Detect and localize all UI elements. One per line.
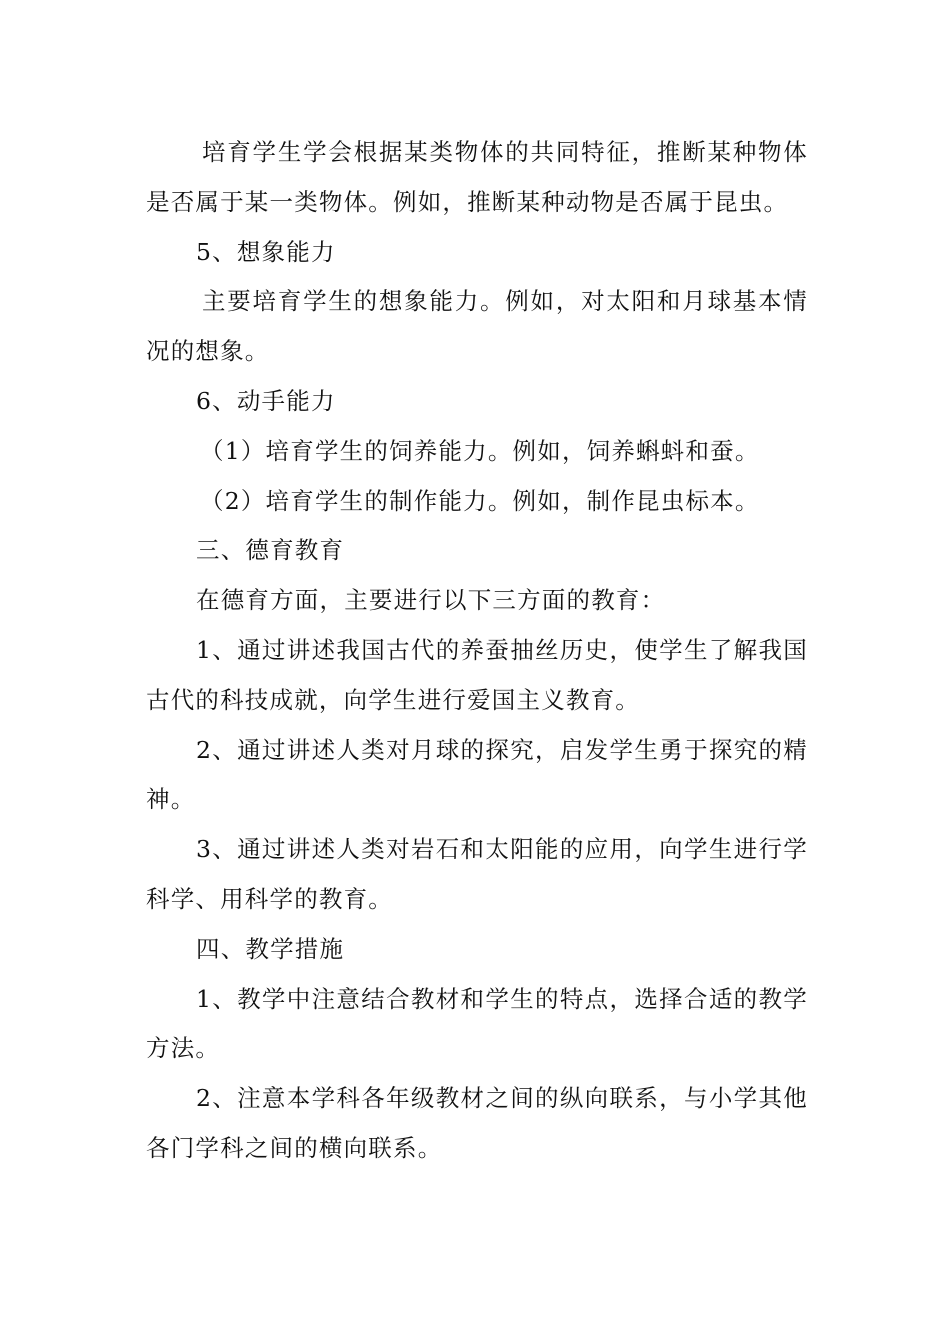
paragraph-moral-item-1: 1、通过讲述我国古代的养蚕抽丝历史，使学生了解我国古代的科技成就，向学生进行爱国主义教育。 — [146, 635, 808, 714]
paragraph-classification-ability: 培育学生学会根据某类物体的共同特征，推断某种物体是否属于某一类物体。例如，推断某种动物是否属于昆虫。 — [146, 138, 808, 216]
paragraph-measure-item-1: 1、教学中注意结合教材和学生的特点，选择合适的教学方法。 — [146, 984, 808, 1063]
heading-hands-on-ability: 6、动手能力 — [196, 386, 336, 415]
heading-teaching-measures: 四、教学措施 — [196, 934, 345, 963]
paragraph-measure-item-2: 2、注意本学科各年级教材之间的纵向联系，与小学其他各门学科之间的横向联系。 — [146, 1084, 808, 1162]
paragraph-making-ability: （2）培育学生的制作能力。例如，制作昆虫标本。 — [200, 486, 760, 515]
paragraph-moral-item-2: 2、通过讲述人类对月球的探究，启发学生勇于探究的精神。 — [146, 735, 808, 814]
paragraph-imagination-ability: 主要培育学生的想象能力。例如，对太阳和月球基本情况的想象。 — [146, 287, 808, 366]
paragraph-feeding-ability: （1）培育学生的饲养能力。例如，饲养蝌蚪和蚕。 — [200, 436, 760, 465]
paragraph-moral-item-3: 3、通过讲述人类对岩石和太阳能的应用，向学生进行学科学、用科学的教育。 — [146, 835, 808, 913]
heading-moral-education: 三、德育教育 — [196, 536, 345, 565]
paragraph-moral-education-intro: 在德育方面，主要进行以下三方面的教育： — [196, 586, 666, 615]
document-body — [146, 128, 808, 1174]
heading-imagination-ability: 5、想象能力 — [196, 237, 336, 266]
